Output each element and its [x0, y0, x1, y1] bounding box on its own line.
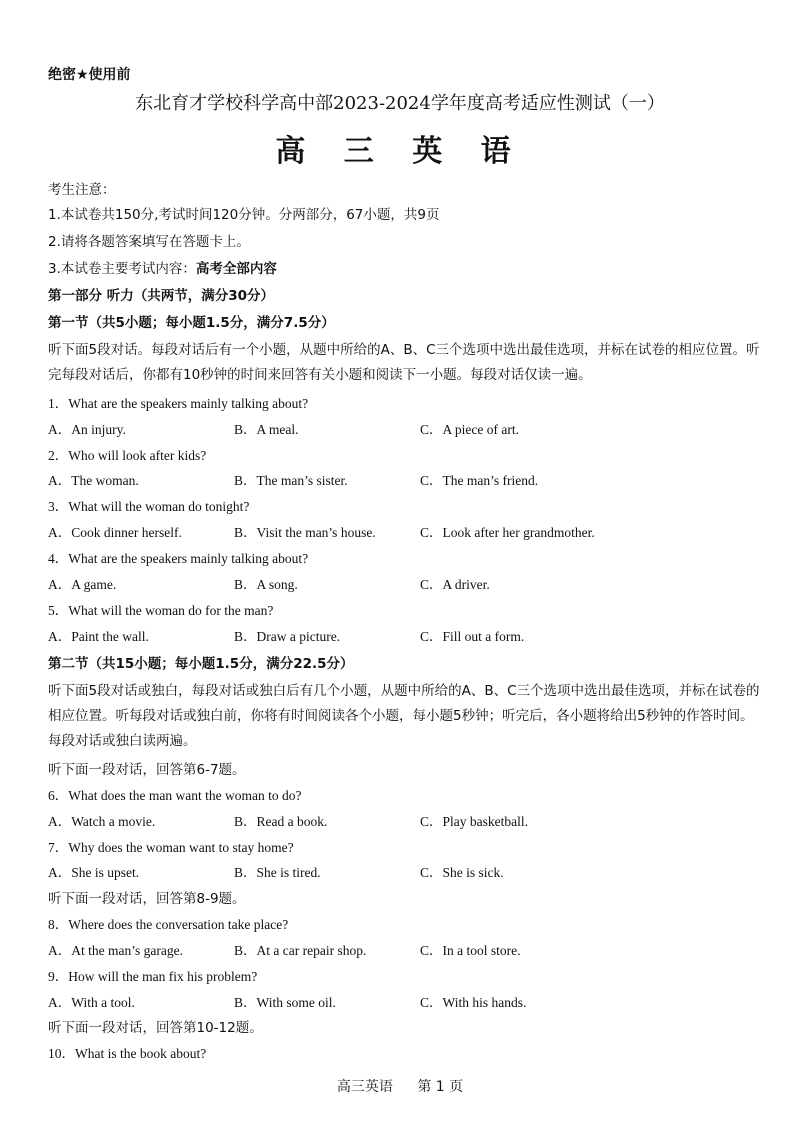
question-6-option-b: B．Read a book.	[234, 814, 328, 829]
question-5: 5．What will the woman do for the man?	[48, 603, 274, 618]
question-10: 10．What is the book about?	[48, 1046, 207, 1061]
notice-item-2: 2.请将各题答案填写在答题卡上。	[48, 234, 250, 250]
question-8: 8．Where does the conversation take place?	[48, 917, 289, 932]
notice-item-3	[48, 259, 760, 279]
question-3: 3．What will the woman do tonight?	[48, 499, 250, 514]
question-6-option-c: C．Play basketball.	[420, 814, 528, 829]
question-3-option-a: A．Cook dinner herself.	[48, 525, 182, 540]
page-footer	[0, 1076, 800, 1096]
question-2-option-c: C．The man’s friend.	[420, 473, 539, 488]
question-4-option-a: A．A game.	[48, 577, 117, 592]
footer-subject: 高三英语	[336, 1079, 393, 1095]
question-7-option-a: A．She is upset.	[48, 865, 140, 880]
question-8-option-a: A．At the man’s garage.	[48, 943, 183, 958]
question-4: 4．What are the speakers mainly talking about?	[48, 551, 309, 566]
question-6: 6．What does the man want the woman to do?	[48, 788, 302, 803]
notice-item-3-prefix: 3.本试卷主要考试内容：	[48, 261, 196, 277]
question-1: 1．What are the speakers mainly talking about?	[48, 396, 309, 411]
dialog-intro-10-12: 听下面一段对话，回答第10-12题。	[48, 1020, 263, 1036]
part1-heading: 第一部分 听力（共两节，满分30分）	[48, 288, 274, 304]
section1-heading: 第一节（共5小题；每小题1.5分，满分7.5分）	[48, 315, 335, 331]
notice-item-3-bold: 高考全部内容	[195, 261, 277, 277]
notice-item-1: 1.本试卷共150分,考试时间120分钟。分两部分，67小题，共9页	[48, 207, 440, 223]
question-7: 7．Why does the woman want to stay home?	[48, 840, 294, 855]
section1-instructions: 听下面5段对话。每段对话后有一个小题，从题中所给的A、B、C三个选项中选出最佳选项，并标在试卷的相应位置。听完每段对话后，你都有10秒钟的时间来回答有关小题和阅读下一小题。每段对话仅读一遍。	[48, 342, 760, 383]
question-6-option-a: A．Watch a movie.	[48, 814, 156, 829]
question-5-option-b: B．Draw a picture.	[234, 629, 341, 644]
dialog-intro-6-7: 听下面一段对话，回答第6-7题。	[48, 762, 246, 778]
question-4-option-b: B．A song.	[234, 577, 298, 592]
question-7-option-b: B．She is tired.	[234, 865, 321, 880]
school-title: 东北育才学校科学高中部2023-2024学年度高考适应性测试（一）	[135, 93, 665, 114]
question-9-option-a: A．With a tool.	[48, 995, 135, 1010]
question-9-option-b: B．With some oil.	[234, 995, 336, 1010]
question-7-option-c: C．She is sick.	[420, 865, 504, 880]
question-1-option-b: B．A meal.	[234, 422, 299, 437]
confidential-mark: 绝密★使用前	[48, 67, 131, 83]
question-3-option-c: C．Look after her grandmother.	[420, 525, 595, 540]
question-1-option-a: A．An injury.	[48, 422, 126, 437]
section2-heading: 第二节（共15小题；每小题1.5分，满分22.5分）	[48, 656, 354, 672]
dialog-intro-8-9: 听下面一段对话，回答第8-9题。	[48, 891, 246, 907]
question-8-option-c: C．In a tool store.	[420, 943, 521, 958]
question-8-option-b: B．At a car repair shop.	[234, 943, 367, 958]
footer-page-number: 第 1 页	[417, 1079, 464, 1095]
question-2-option-a: A．The woman.	[48, 473, 139, 488]
question-4-option-c: C．A driver.	[420, 577, 490, 592]
question-2: 2．Who will look after kids?	[48, 448, 207, 463]
question-5-option-c: C．Fill out a form.	[420, 629, 525, 644]
section2-instructions: 听下面5段对话或独白，每段对话或独白后有几个小题，从题中所给的A、B、C三个选项中选出最佳选项，并标在试卷的相应位置。听每段对话或独白前，你将有时间阅读各个小题，每小题5秒钟；听完后，各小题将给出5秒钟的作答时间。每段对话或独白读两遍。	[48, 683, 760, 749]
notice-heading: 考生注意：	[48, 182, 116, 198]
question-5-option-a: A．Paint the wall.	[48, 629, 149, 644]
question-9: 9．How will the man fix his problem?	[48, 969, 258, 984]
question-1-option-c: C．A piece of art.	[420, 422, 519, 437]
page-title: 高 三 英 语	[275, 134, 525, 169]
question-3-option-b: B．Visit the man’s house.	[234, 525, 376, 540]
question-2-option-b: B．The man’s sister.	[234, 473, 348, 488]
question-9-option-c: C．With his hands.	[420, 995, 527, 1010]
